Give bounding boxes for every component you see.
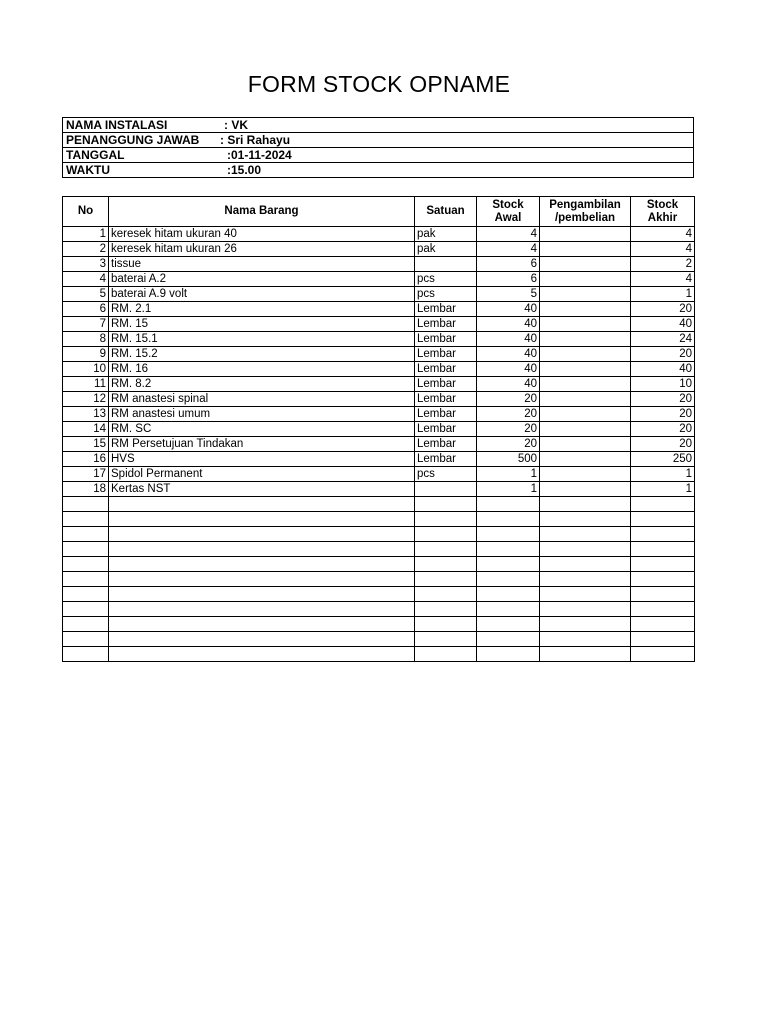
cell-no: 18 xyxy=(63,482,109,497)
penanggung-jawab-label: PENANGGUNG JAWAB xyxy=(66,133,200,147)
cell-nama-barang xyxy=(109,617,415,632)
cell-stock-awal: 6 xyxy=(477,272,540,287)
cell-satuan: Lembar xyxy=(415,392,477,407)
cell-no: 7 xyxy=(63,317,109,332)
cell-no: 3 xyxy=(63,257,109,272)
cell-pengambilan xyxy=(540,512,631,527)
cell-stock-akhir xyxy=(631,512,695,527)
cell-pengambilan xyxy=(540,497,631,512)
cell-satuan xyxy=(415,587,477,602)
cell-pengambilan xyxy=(540,572,631,587)
cell-stock-akhir: 20 xyxy=(631,407,695,422)
cell-stock-awal: 20 xyxy=(477,407,540,422)
table-row xyxy=(63,317,695,332)
tanggal-label: TANGGAL xyxy=(66,148,125,162)
cell-pengambilan xyxy=(540,317,631,332)
table-row xyxy=(63,227,695,242)
cell-stock-akhir xyxy=(631,527,695,542)
cell-stock-awal xyxy=(477,557,540,572)
cell-stock-akhir: 4 xyxy=(631,242,695,257)
table-row xyxy=(63,587,695,602)
cell-nama-barang: RM. 2.1 xyxy=(109,302,415,317)
cell-pengambilan xyxy=(540,362,631,377)
cell-pengambilan xyxy=(540,602,631,617)
cell-stock-awal: 500 xyxy=(477,452,540,467)
table-row xyxy=(63,467,695,482)
penanggung-jawab-value: : Sri Rahayu xyxy=(220,133,291,147)
cell-stock-akhir: 20 xyxy=(631,302,695,317)
info-row-waktu xyxy=(63,163,694,178)
cell-no: 15 xyxy=(63,437,109,452)
cell-no: 10 xyxy=(63,362,109,377)
cell-stock-awal: 4 xyxy=(477,242,540,257)
cell-stock-akhir: 20 xyxy=(631,392,695,407)
cell-nama-barang: RM. SC xyxy=(109,422,415,437)
cell-satuan xyxy=(415,617,477,632)
cell-stock-awal xyxy=(477,587,540,602)
cell-satuan xyxy=(415,512,477,527)
cell-stock-akhir xyxy=(631,617,695,632)
header-pengambilan: Pengambilan /pembelian xyxy=(540,197,631,227)
form-title-text: FORM STOCK OPNAME xyxy=(247,71,511,97)
cell-stock-akhir: 40 xyxy=(631,317,695,332)
cell-stock-awal: 40 xyxy=(477,332,540,347)
cell-satuan xyxy=(415,527,477,542)
cell-stock-akhir: 4 xyxy=(631,227,695,242)
cell-no xyxy=(63,602,109,617)
nama-instalasi-value: : VK xyxy=(224,118,248,132)
cell-stock-awal: 1 xyxy=(477,467,540,482)
cell-stock-akhir: 250 xyxy=(631,452,695,467)
cell-stock-akhir: 24 xyxy=(631,332,695,347)
cell-nama-barang xyxy=(109,557,415,572)
table-row xyxy=(63,257,695,272)
table-row xyxy=(63,407,695,422)
cell-stock-akhir xyxy=(631,572,695,587)
cell-pengambilan xyxy=(540,377,631,392)
info-cell xyxy=(63,148,694,163)
info-cell xyxy=(63,118,694,133)
cell-stock-awal: 20 xyxy=(477,437,540,452)
cell-nama-barang: RM. 15.1 xyxy=(109,332,415,347)
table-row xyxy=(63,617,695,632)
cell-satuan xyxy=(415,632,477,647)
cell-no: 9 xyxy=(63,347,109,362)
table-row xyxy=(63,332,695,347)
cell-stock-akhir: 10 xyxy=(631,377,695,392)
cell-pengambilan xyxy=(540,347,631,362)
cell-stock-awal xyxy=(477,602,540,617)
cell-satuan: Lembar xyxy=(415,437,477,452)
cell-pengambilan xyxy=(540,272,631,287)
info-row-penanggung-jawab xyxy=(63,133,694,148)
cell-nama-barang xyxy=(109,512,415,527)
cell-stock-akhir: 20 xyxy=(631,437,695,452)
cell-satuan xyxy=(415,602,477,617)
cell-stock-awal: 20 xyxy=(477,422,540,437)
cell-nama-barang xyxy=(109,542,415,557)
cell-stock-awal: 40 xyxy=(477,302,540,317)
cell-satuan: Lembar xyxy=(415,377,477,392)
table-row xyxy=(63,557,695,572)
cell-stock-akhir: 4 xyxy=(631,272,695,287)
cell-satuan xyxy=(415,572,477,587)
cell-pengambilan xyxy=(540,287,631,302)
cell-stock-awal xyxy=(477,617,540,632)
cell-stock-akhir: 1 xyxy=(631,287,695,302)
cell-pengambilan xyxy=(540,422,631,437)
cell-stock-awal: 40 xyxy=(477,317,540,332)
cell-stock-awal: 6 xyxy=(477,257,540,272)
cell-pengambilan xyxy=(540,437,631,452)
cell-pengambilan xyxy=(540,647,631,662)
cell-stock-awal xyxy=(477,497,540,512)
cell-pengambilan xyxy=(540,392,631,407)
table-row xyxy=(63,632,695,647)
table-row xyxy=(63,452,695,467)
cell-nama-barang: Spidol Permanent xyxy=(109,467,415,482)
header-no: No xyxy=(63,197,109,227)
waktu-label: WAKTU xyxy=(66,163,110,177)
cell-pengambilan xyxy=(540,527,631,542)
waktu-value: :15.00 xyxy=(227,163,262,177)
cell-nama-barang xyxy=(109,572,415,587)
cell-satuan: Lembar xyxy=(415,317,477,332)
cell-pengambilan xyxy=(540,227,631,242)
cell-nama-barang: RM. 15 xyxy=(109,317,415,332)
cell-stock-akhir xyxy=(631,647,695,662)
cell-pengambilan xyxy=(540,557,631,572)
header-satuan: Satuan xyxy=(415,197,477,227)
cell-pengambilan xyxy=(540,542,631,557)
cell-stock-akhir xyxy=(631,587,695,602)
cell-no xyxy=(63,647,109,662)
header-stock-awal: Stock Awal xyxy=(477,197,540,227)
cell-pengambilan xyxy=(540,482,631,497)
cell-satuan xyxy=(415,497,477,512)
cell-nama-barang: RM. 15.2 xyxy=(109,347,415,362)
table-row xyxy=(63,482,695,497)
tanggal-value: :01-11-2024 xyxy=(227,148,292,162)
cell-stock-awal: 4 xyxy=(477,227,540,242)
cell-pengambilan xyxy=(540,302,631,317)
cell-nama-barang: RM anastesi spinal xyxy=(109,392,415,407)
cell-nama-barang: Kertas NST xyxy=(109,482,415,497)
table-row xyxy=(63,302,695,317)
cell-satuan xyxy=(415,482,477,497)
cell-no: 17 xyxy=(63,467,109,482)
cell-no: 5 xyxy=(63,287,109,302)
cell-no: 8 xyxy=(63,332,109,347)
cell-stock-akhir: 1 xyxy=(631,482,695,497)
cell-stock-akhir xyxy=(631,602,695,617)
info-table xyxy=(62,117,694,178)
cell-nama-barang xyxy=(109,647,415,662)
cell-nama-barang: HVS xyxy=(109,452,415,467)
cell-no: 14 xyxy=(63,422,109,437)
cell-no: 6 xyxy=(63,302,109,317)
cell-stock-awal: 1 xyxy=(477,482,540,497)
table-row xyxy=(63,527,695,542)
table-row xyxy=(63,392,695,407)
cell-stock-akhir xyxy=(631,632,695,647)
info-cell xyxy=(63,163,694,178)
cell-stock-akhir: 20 xyxy=(631,347,695,362)
cell-nama-barang: RM Persetujuan Tindakan xyxy=(109,437,415,452)
cell-pengambilan xyxy=(540,587,631,602)
table-row xyxy=(63,572,695,587)
cell-pengambilan xyxy=(540,452,631,467)
cell-satuan: Lembar xyxy=(415,362,477,377)
cell-no xyxy=(63,632,109,647)
cell-satuan: Lembar xyxy=(415,332,477,347)
cell-pengambilan xyxy=(540,632,631,647)
cell-no xyxy=(63,497,109,512)
cell-no xyxy=(63,542,109,557)
table-row xyxy=(63,422,695,437)
cell-no: 13 xyxy=(63,407,109,422)
cell-no xyxy=(63,617,109,632)
cell-nama-barang xyxy=(109,497,415,512)
cell-stock-awal xyxy=(477,512,540,527)
cell-nama-barang xyxy=(109,602,415,617)
cell-stock-akhir: 1 xyxy=(631,467,695,482)
cell-no xyxy=(63,572,109,587)
cell-no: 4 xyxy=(63,272,109,287)
cell-stock-akhir xyxy=(631,542,695,557)
header-nama-barang: Nama Barang xyxy=(109,197,415,227)
cell-stock-awal xyxy=(477,632,540,647)
cell-pengambilan xyxy=(540,257,631,272)
cell-nama-barang: tissue xyxy=(109,257,415,272)
cell-nama-barang: keresek hitam ukuran 40 xyxy=(109,227,415,242)
info-cell xyxy=(63,133,694,148)
cell-nama-barang: keresek hitam ukuran 26 xyxy=(109,242,415,257)
cell-satuan xyxy=(415,257,477,272)
cell-no xyxy=(63,587,109,602)
cell-stock-awal xyxy=(477,527,540,542)
info-row-nama-instalasi xyxy=(63,118,694,133)
cell-nama-barang: baterai A.2 xyxy=(109,272,415,287)
cell-stock-akhir: 20 xyxy=(631,422,695,437)
cell-pengambilan xyxy=(540,467,631,482)
cell-nama-barang: baterai A.9 volt xyxy=(109,287,415,302)
cell-stock-awal: 40 xyxy=(477,377,540,392)
table-row xyxy=(63,512,695,527)
cell-satuan: pcs xyxy=(415,272,477,287)
cell-no: 2 xyxy=(63,242,109,257)
cell-satuan xyxy=(415,647,477,662)
table-row xyxy=(63,437,695,452)
cell-nama-barang xyxy=(109,587,415,602)
form-title xyxy=(0,71,694,98)
cell-satuan: Lembar xyxy=(415,347,477,362)
cell-no xyxy=(63,557,109,572)
cell-no: 11 xyxy=(63,377,109,392)
cell-no: 12 xyxy=(63,392,109,407)
cell-pengambilan xyxy=(540,407,631,422)
cell-stock-akhir: 2 xyxy=(631,257,695,272)
cell-nama-barang xyxy=(109,632,415,647)
cell-stock-awal: 20 xyxy=(477,392,540,407)
cell-no xyxy=(63,527,109,542)
stock-table xyxy=(62,196,695,662)
cell-satuan: Lembar xyxy=(415,407,477,422)
table-row xyxy=(63,272,695,287)
table-row xyxy=(63,242,695,257)
stock-header-row xyxy=(63,197,695,227)
cell-stock-awal xyxy=(477,542,540,557)
cell-no: 1 xyxy=(63,227,109,242)
cell-satuan: pak xyxy=(415,242,477,257)
cell-stock-awal: 5 xyxy=(477,287,540,302)
table-row xyxy=(63,362,695,377)
cell-satuan: pcs xyxy=(415,467,477,482)
table-row xyxy=(63,602,695,617)
cell-nama-barang: RM. 16 xyxy=(109,362,415,377)
table-row xyxy=(63,542,695,557)
info-row-tanggal xyxy=(63,148,694,163)
cell-stock-akhir xyxy=(631,557,695,572)
cell-stock-awal xyxy=(477,647,540,662)
cell-nama-barang: RM anastesi umum xyxy=(109,407,415,422)
cell-pengambilan xyxy=(540,617,631,632)
cell-nama-barang xyxy=(109,527,415,542)
cell-satuan xyxy=(415,542,477,557)
cell-stock-awal xyxy=(477,572,540,587)
table-row xyxy=(63,647,695,662)
header-stock-akhir: Stock Akhir xyxy=(631,197,695,227)
cell-satuan: pak xyxy=(415,227,477,242)
cell-nama-barang: RM. 8.2 xyxy=(109,377,415,392)
cell-stock-awal: 40 xyxy=(477,362,540,377)
nama-instalasi-label: NAMA INSTALASI xyxy=(66,118,168,132)
cell-satuan: pcs xyxy=(415,287,477,302)
cell-pengambilan xyxy=(540,242,631,257)
table-row xyxy=(63,497,695,512)
cell-stock-akhir: 40 xyxy=(631,362,695,377)
cell-pengambilan xyxy=(540,332,631,347)
cell-no xyxy=(63,512,109,527)
table-row xyxy=(63,377,695,392)
cell-satuan: Lembar xyxy=(415,422,477,437)
cell-stock-akhir xyxy=(631,497,695,512)
cell-satuan: Lembar xyxy=(415,452,477,467)
cell-satuan xyxy=(415,557,477,572)
cell-no: 16 xyxy=(63,452,109,467)
table-row xyxy=(63,347,695,362)
cell-stock-awal: 40 xyxy=(477,347,540,362)
cell-satuan: Lembar xyxy=(415,302,477,317)
stock-body xyxy=(63,227,695,662)
table-row xyxy=(63,287,695,302)
